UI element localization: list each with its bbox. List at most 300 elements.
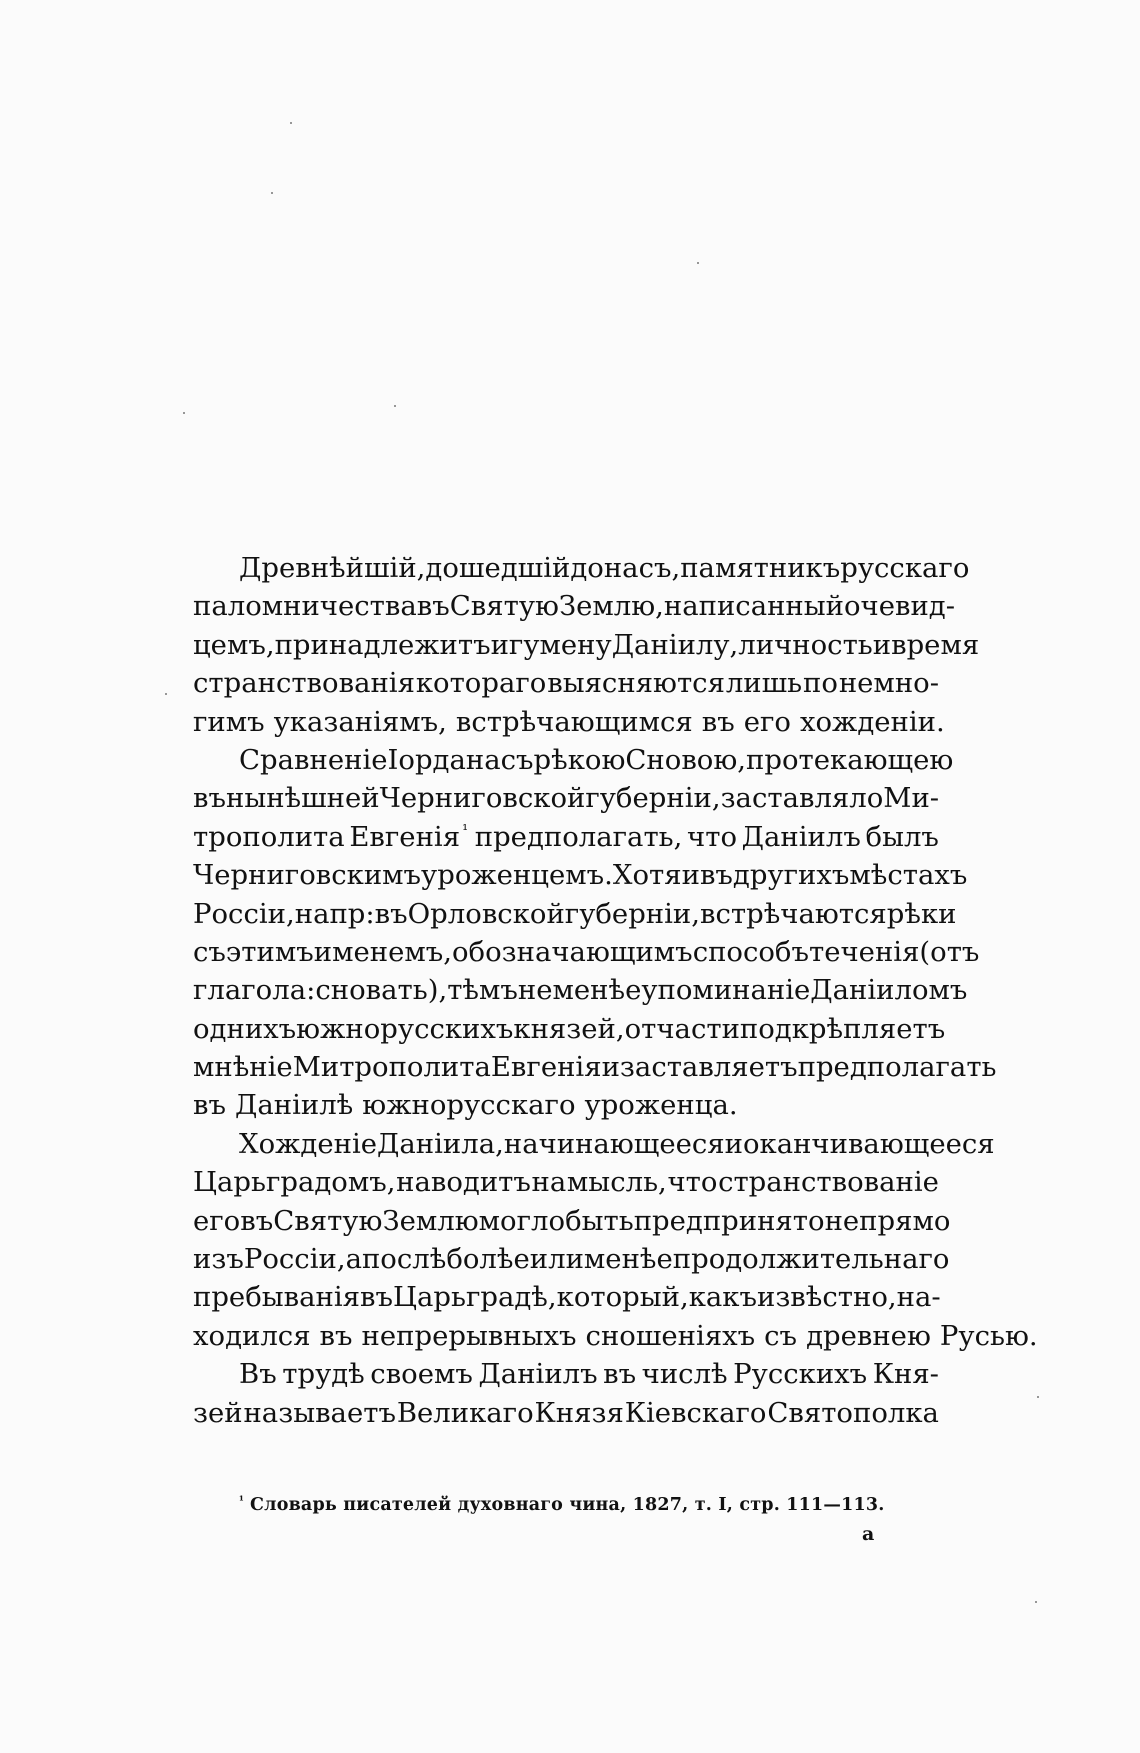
text-line — [193, 895, 957, 933]
word-text: странствованія — [193, 667, 415, 700]
word — [273, 1202, 382, 1240]
word-text: сновать), — [315, 974, 448, 1007]
word — [450, 587, 559, 625]
scan-speck — [183, 412, 185, 414]
word-text: на — [531, 1166, 567, 1199]
word-text: дошедшій — [425, 552, 571, 584]
word — [547, 664, 725, 702]
word-text: рѣкою — [533, 743, 626, 776]
word — [362, 1086, 575, 1124]
word — [726, 664, 802, 702]
text-line — [193, 933, 980, 971]
word — [642, 1355, 728, 1393]
word — [456, 703, 693, 741]
word — [315, 971, 447, 1009]
word — [362, 1317, 577, 1355]
word — [702, 703, 735, 741]
word-text: принадлежитъ — [274, 628, 491, 661]
text-line — [193, 779, 939, 817]
word-text: Даніилѣ — [234, 1089, 354, 1122]
word — [744, 703, 791, 741]
word — [349, 818, 470, 856]
word — [193, 1278, 360, 1316]
word — [798, 1048, 997, 1086]
word — [193, 1163, 395, 1201]
word — [244, 1240, 346, 1278]
word-text: Кіевскаго — [624, 1396, 767, 1429]
word — [553, 971, 642, 1009]
word-text: его — [193, 1204, 241, 1237]
word-text: гимъ — [193, 705, 265, 738]
word — [873, 626, 891, 664]
word — [193, 1240, 244, 1278]
word-text: въ — [374, 897, 408, 930]
word — [235, 1086, 353, 1124]
scan-speck — [697, 262, 699, 264]
word-text: на- — [896, 1281, 941, 1314]
word — [743, 1125, 995, 1163]
word — [408, 895, 565, 933]
word-text: нынѣшней — [225, 782, 380, 815]
word-text: и — [681, 859, 700, 892]
word — [226, 779, 380, 817]
text-line — [193, 1394, 939, 1432]
word-text: Сновою, — [625, 743, 747, 776]
word-text: Царьградѣ, — [393, 1281, 557, 1314]
word-text: по — [803, 667, 838, 700]
word — [193, 1086, 226, 1124]
word-text: уроженцемъ. — [421, 859, 613, 892]
word-text: игумену — [490, 628, 612, 661]
word-text: въ — [360, 1281, 393, 1314]
word-text: Черниговскимъ — [193, 859, 422, 892]
word-text: Россіи, — [193, 897, 295, 930]
word — [320, 1317, 353, 1355]
word-text: и — [601, 1051, 620, 1084]
word — [689, 1278, 757, 1316]
word-text: продолжительнаго — [672, 1243, 950, 1276]
word — [733, 856, 849, 894]
word — [693, 933, 809, 971]
word — [733, 1355, 867, 1393]
word-text: ходился — [193, 1319, 311, 1352]
word — [887, 895, 957, 933]
word-text: былъ — [865, 820, 939, 853]
word — [603, 1355, 636, 1393]
paragraph — [193, 741, 997, 1125]
word — [849, 856, 967, 894]
word-text: протекающею — [746, 743, 954, 776]
word-text: не — [517, 974, 553, 1007]
word — [243, 1394, 395, 1432]
word-text: напр: — [294, 897, 375, 930]
word-text: Кня- — [872, 1358, 939, 1391]
word — [810, 971, 967, 1009]
body-text — [193, 549, 1038, 1432]
word — [682, 856, 700, 894]
word — [625, 741, 746, 779]
word — [839, 664, 939, 702]
word-text: немно- — [838, 667, 939, 700]
word — [620, 1048, 798, 1086]
word — [193, 933, 226, 971]
word — [397, 1394, 534, 1432]
text-line — [193, 1048, 997, 1086]
text-line — [193, 703, 945, 741]
word-text: мысль, — [566, 1166, 667, 1199]
word-text: Сравненіе — [239, 743, 388, 776]
word — [840, 549, 969, 587]
word-text: выясняются — [547, 667, 725, 700]
word — [416, 664, 546, 702]
word — [239, 741, 388, 779]
word — [940, 1317, 1038, 1355]
scan-speck — [165, 693, 167, 695]
word — [667, 1163, 717, 1201]
word-text: непрерывныхъ — [361, 1319, 577, 1352]
word-text: Россіи, — [243, 1243, 346, 1276]
word-text: обозначающимъ — [451, 935, 693, 968]
word-text: Въ — [239, 1358, 277, 1391]
text-line — [193, 1240, 950, 1278]
text-line — [193, 971, 968, 1009]
word — [475, 818, 683, 856]
word-text: предпринято — [633, 1204, 825, 1237]
text-line — [193, 1317, 1038, 1355]
word — [275, 626, 491, 664]
word-text: въ — [193, 1089, 226, 1122]
word — [193, 1202, 240, 1240]
word-text: глагола: — [193, 974, 316, 1007]
word-text: памятникъ — [680, 552, 841, 584]
word — [604, 549, 680, 587]
word-text: насъ, — [603, 552, 681, 584]
word — [764, 1317, 797, 1355]
word-text: тѣмъ — [447, 974, 518, 1007]
footnote-text: Словарь писателей духовнаго чина, 1827, т. I, стр. 111—113. — [250, 1495, 885, 1515]
text-line — [193, 1278, 939, 1316]
word — [377, 1125, 504, 1163]
word-text: уроженца. — [584, 1089, 738, 1122]
word — [585, 779, 720, 817]
word-text: упоминаніе — [641, 974, 811, 1007]
word — [239, 1355, 277, 1393]
word-text: что — [667, 1166, 718, 1199]
word — [700, 856, 733, 894]
word — [567, 1163, 667, 1201]
word — [641, 971, 810, 1009]
word — [738, 626, 872, 664]
word-text: Князя — [534, 1396, 624, 1429]
word-text: русскаго — [840, 552, 970, 584]
word-text: и — [872, 628, 892, 661]
word — [513, 1010, 624, 1048]
word — [388, 741, 501, 779]
word-text: въ — [701, 705, 735, 738]
word — [883, 779, 939, 817]
word-text: какъ — [688, 1281, 757, 1314]
word-text: который, — [556, 1281, 689, 1314]
word — [193, 1048, 293, 1086]
word-text: извѣстно, — [756, 1281, 897, 1314]
word-text: въ — [416, 590, 450, 623]
word-text: Святую — [273, 1204, 383, 1237]
word-text: Черниговской — [379, 782, 586, 815]
word-text: Даніилу, — [611, 628, 739, 661]
text-line — [193, 587, 956, 625]
word-text: мѣстахъ — [849, 859, 968, 892]
word — [565, 895, 700, 933]
word-text: пребыванія — [193, 1281, 361, 1314]
word — [446, 1240, 529, 1278]
word — [700, 895, 887, 933]
word — [873, 1355, 939, 1393]
word — [767, 1394, 939, 1432]
word — [360, 1278, 393, 1316]
word — [844, 587, 955, 625]
word-text: трополита — [193, 820, 345, 853]
word — [296, 1010, 513, 1048]
text-line — [193, 1125, 995, 1163]
word-text: Русскихъ — [733, 1358, 868, 1391]
word — [370, 1355, 473, 1393]
word — [585, 1086, 738, 1124]
word-text: губерніи, — [564, 897, 700, 930]
paragraph — [193, 1355, 939, 1432]
word — [809, 933, 919, 971]
word — [282, 1355, 365, 1393]
word-text: южнорусскихъ — [296, 1012, 514, 1045]
word-text: или — [529, 1243, 584, 1276]
word-text: его — [743, 705, 791, 738]
word-text: изъ — [193, 1243, 244, 1276]
word — [687, 818, 737, 856]
word — [293, 1048, 491, 1086]
word-text: Даніилъ — [741, 820, 861, 853]
word — [559, 587, 664, 625]
word — [625, 1394, 767, 1432]
word-text: хожденіи. — [799, 705, 945, 738]
scan-speck — [1035, 1601, 1037, 1603]
word-text: рѣки — [886, 897, 957, 930]
word-text: (отъ — [919, 935, 980, 968]
scan-speck — [1037, 1396, 1039, 1398]
word-text: паломничества — [193, 590, 417, 623]
word-text: Евгенія — [349, 820, 461, 853]
word-text: Іордана — [387, 743, 501, 776]
word-text: болѣе — [446, 1243, 530, 1276]
word — [193, 703, 265, 741]
footnote-reference: ¹ — [462, 820, 469, 839]
text-line — [193, 818, 939, 856]
word — [718, 1163, 939, 1201]
word — [479, 1202, 565, 1240]
word-text: Хотя — [612, 859, 682, 892]
word — [193, 895, 295, 933]
word — [746, 741, 953, 779]
word-text: Землю, — [558, 590, 664, 623]
word-text: Евгенія — [490, 1051, 602, 1084]
word — [725, 1125, 743, 1163]
word — [897, 1278, 941, 1316]
word-text: Даніила, — [377, 1127, 504, 1160]
word — [891, 626, 979, 664]
word — [193, 971, 315, 1009]
word — [535, 1394, 624, 1432]
word-text: менѣе — [552, 974, 642, 1007]
word — [393, 1278, 557, 1316]
word — [800, 703, 945, 741]
word — [586, 1317, 756, 1355]
word-text: указаніямъ, — [273, 705, 447, 738]
word — [240, 1202, 273, 1240]
text-line — [193, 1163, 939, 1201]
word — [530, 1240, 584, 1278]
word — [193, 1010, 296, 1048]
word-text: до — [570, 552, 604, 584]
word-text: Даніилъ — [478, 1358, 598, 1391]
text-line — [193, 1010, 946, 1048]
word — [634, 1202, 825, 1240]
word-text: Святую — [449, 590, 559, 623]
text-line — [193, 626, 980, 664]
word — [534, 741, 626, 779]
word-text: сношеніяхъ — [585, 1319, 756, 1352]
word — [518, 971, 553, 1009]
word-text: губерніи, — [585, 782, 721, 815]
word — [447, 971, 518, 1009]
word-text: именемъ, — [313, 935, 452, 968]
word-text: теченія — [809, 935, 920, 968]
word-text: съ — [764, 1319, 798, 1352]
word-text: однихъ — [193, 1012, 297, 1045]
word-text: мнѣніе — [193, 1051, 293, 1084]
word — [362, 1240, 446, 1278]
word-text: въ — [193, 782, 226, 815]
footnote — [239, 1494, 885, 1515]
word-text: начинающееся — [503, 1127, 725, 1160]
word-text: Древнѣйшій, — [239, 552, 426, 584]
word — [491, 626, 612, 664]
word-text: написанный — [663, 590, 844, 623]
word — [664, 587, 844, 625]
word — [193, 626, 275, 664]
word-text: заставляетъ — [619, 1051, 798, 1084]
word-text: и — [724, 1127, 743, 1160]
text-line — [193, 1202, 951, 1240]
text-line — [193, 1086, 939, 1124]
word-text: прямо — [859, 1204, 951, 1237]
word — [757, 1278, 897, 1316]
word-text: въ — [699, 859, 733, 892]
word — [239, 549, 425, 587]
scan-speck — [394, 405, 396, 407]
word-text: древнею — [806, 1319, 931, 1352]
word — [825, 1202, 860, 1240]
word-text: Великаго — [396, 1396, 534, 1429]
word-text: оканчивающееся — [742, 1127, 995, 1160]
word-text: Святополка — [767, 1396, 939, 1429]
word — [612, 626, 739, 664]
word-text: въ — [319, 1319, 353, 1352]
word-text: южнорусскаго — [362, 1089, 576, 1122]
word — [919, 933, 979, 971]
word-text: очевид- — [843, 590, 956, 623]
word-text: трудѣ — [282, 1358, 365, 1391]
word-text: подкрѣпляетъ — [739, 1012, 946, 1045]
word — [193, 779, 226, 817]
word-text: не — [824, 1204, 860, 1237]
word-text: менѣе — [583, 1243, 673, 1276]
word-text: въ — [240, 1204, 274, 1237]
word-text: числѣ — [641, 1358, 728, 1391]
word-text: князей, — [513, 1012, 625, 1045]
word — [532, 1163, 567, 1201]
word — [425, 549, 570, 587]
word-text: этимъ — [225, 935, 314, 968]
word-text: котораго — [415, 667, 547, 700]
word — [295, 895, 375, 933]
word-text: своемъ — [370, 1358, 473, 1391]
text-line — [193, 664, 939, 702]
word — [452, 933, 693, 971]
word-text: время — [891, 628, 980, 661]
word-text: а — [345, 1243, 362, 1276]
word — [866, 818, 939, 856]
word — [565, 1202, 634, 1240]
scan-speck — [290, 122, 292, 124]
word-text: могло — [478, 1204, 566, 1237]
word — [673, 1240, 950, 1278]
word-text: Хожденіе — [239, 1127, 378, 1160]
word-text: лишь — [725, 667, 803, 700]
word-text: Русью. — [939, 1319, 1038, 1352]
word-text: заставляло — [720, 782, 884, 815]
word — [421, 856, 613, 894]
word — [226, 933, 314, 971]
word-text: зей — [193, 1396, 243, 1429]
word-text: съ — [500, 743, 534, 776]
word — [613, 856, 682, 894]
word-text: встрѣчаются — [700, 897, 887, 930]
word — [417, 587, 450, 625]
word — [491, 1048, 602, 1086]
word-text: Митрополита — [292, 1051, 491, 1084]
paragraph — [193, 1125, 1038, 1355]
word-text: Ми- — [883, 782, 940, 815]
word — [570, 549, 604, 587]
word-text: личность — [738, 628, 873, 661]
word-text: отчасти — [624, 1012, 740, 1045]
word — [314, 933, 452, 971]
word — [193, 664, 415, 702]
word — [382, 1202, 478, 1240]
text-line — [193, 549, 970, 587]
word — [806, 1317, 931, 1355]
word-text: способъ — [692, 935, 809, 968]
word-text: странствованіе — [718, 1166, 939, 1199]
footnote-mark: ¹ — [239, 1494, 245, 1507]
paragraph — [193, 549, 980, 741]
word-text: что — [687, 820, 737, 853]
word — [680, 549, 840, 587]
word-text: Землю — [382, 1204, 479, 1237]
word — [742, 818, 861, 856]
word — [193, 1394, 243, 1432]
word-text: Орловской — [407, 897, 565, 930]
word-text: послѣ — [361, 1243, 447, 1276]
word-text: встрѣчающимся — [455, 705, 693, 738]
